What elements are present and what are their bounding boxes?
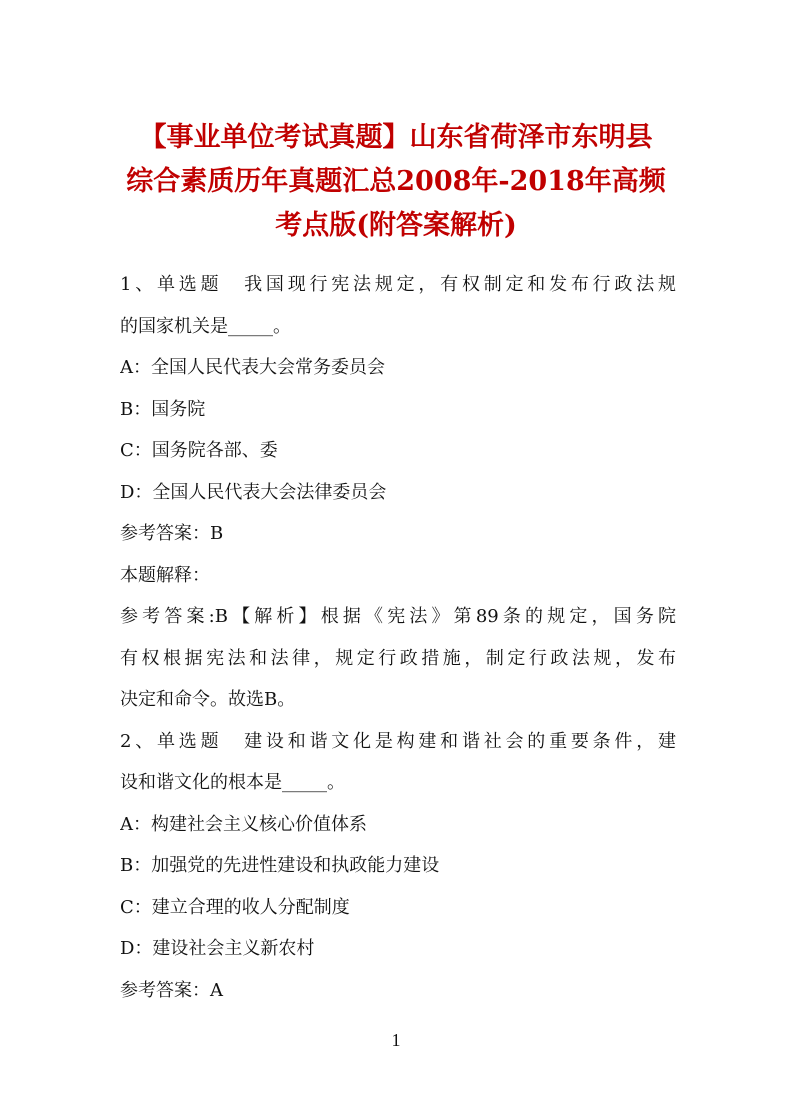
q1-stem-line: 的国家机关是_____。 <box>120 315 291 337</box>
title-line: 【事业单位考试真题】山东省荷泽市东明县 <box>139 122 653 153</box>
title-line: 综合素质历年真题汇总2008年-2018年高频 <box>126 166 666 197</box>
q1-answer: 参考答案：B <box>120 523 224 544</box>
document-title <box>110 116 682 248</box>
q1-option-d: D：全国人民代表大会法律委员会 <box>120 481 387 503</box>
q1-explanation-line: 参考答案:B【解析】根据《宪法》第89条的规定，国务院 <box>120 606 676 627</box>
q2-option-a: A：构建社会主义核心价值体系 <box>120 813 367 835</box>
q1-explanation-line: 有权根据宪法和法律，规定行政措施，制定行政法规，发布 <box>120 647 676 669</box>
page-number: 1 <box>391 1030 401 1050</box>
q1-explanation-line: 决定和命令。故选B。 <box>120 689 296 710</box>
q2-answer: 参考答案：A <box>120 979 223 1001</box>
q2-option-d: D：建设社会主义新农村 <box>120 938 315 959</box>
q2-option-b: B：加强党的先进性建设和执政能力建设 <box>120 855 440 876</box>
q2-stem-line: 2、单选题 建设和谐文化是构建和谐社会的重要条件，建 <box>120 730 676 752</box>
q1-option-b: B：国务院 <box>120 398 206 420</box>
document-body <box>120 264 676 1011</box>
q1-option-a: A：全国人民代表大会常务委员会 <box>120 357 385 378</box>
q2-stem-line: 设和谐文化的根本是_____。 <box>120 772 345 793</box>
q1-explanation-label: 本题解释： <box>120 564 210 586</box>
q1-option-c: C：国务院各部、委 <box>120 440 278 461</box>
title-line: 考点版(附答案解析) <box>275 210 517 241</box>
q2-option-c: C：建立合理的收人分配制度 <box>120 896 350 918</box>
q1-stem-line: 1、单选题 我国现行宪法规定，有权制定和发布行政法规 <box>120 274 676 295</box>
